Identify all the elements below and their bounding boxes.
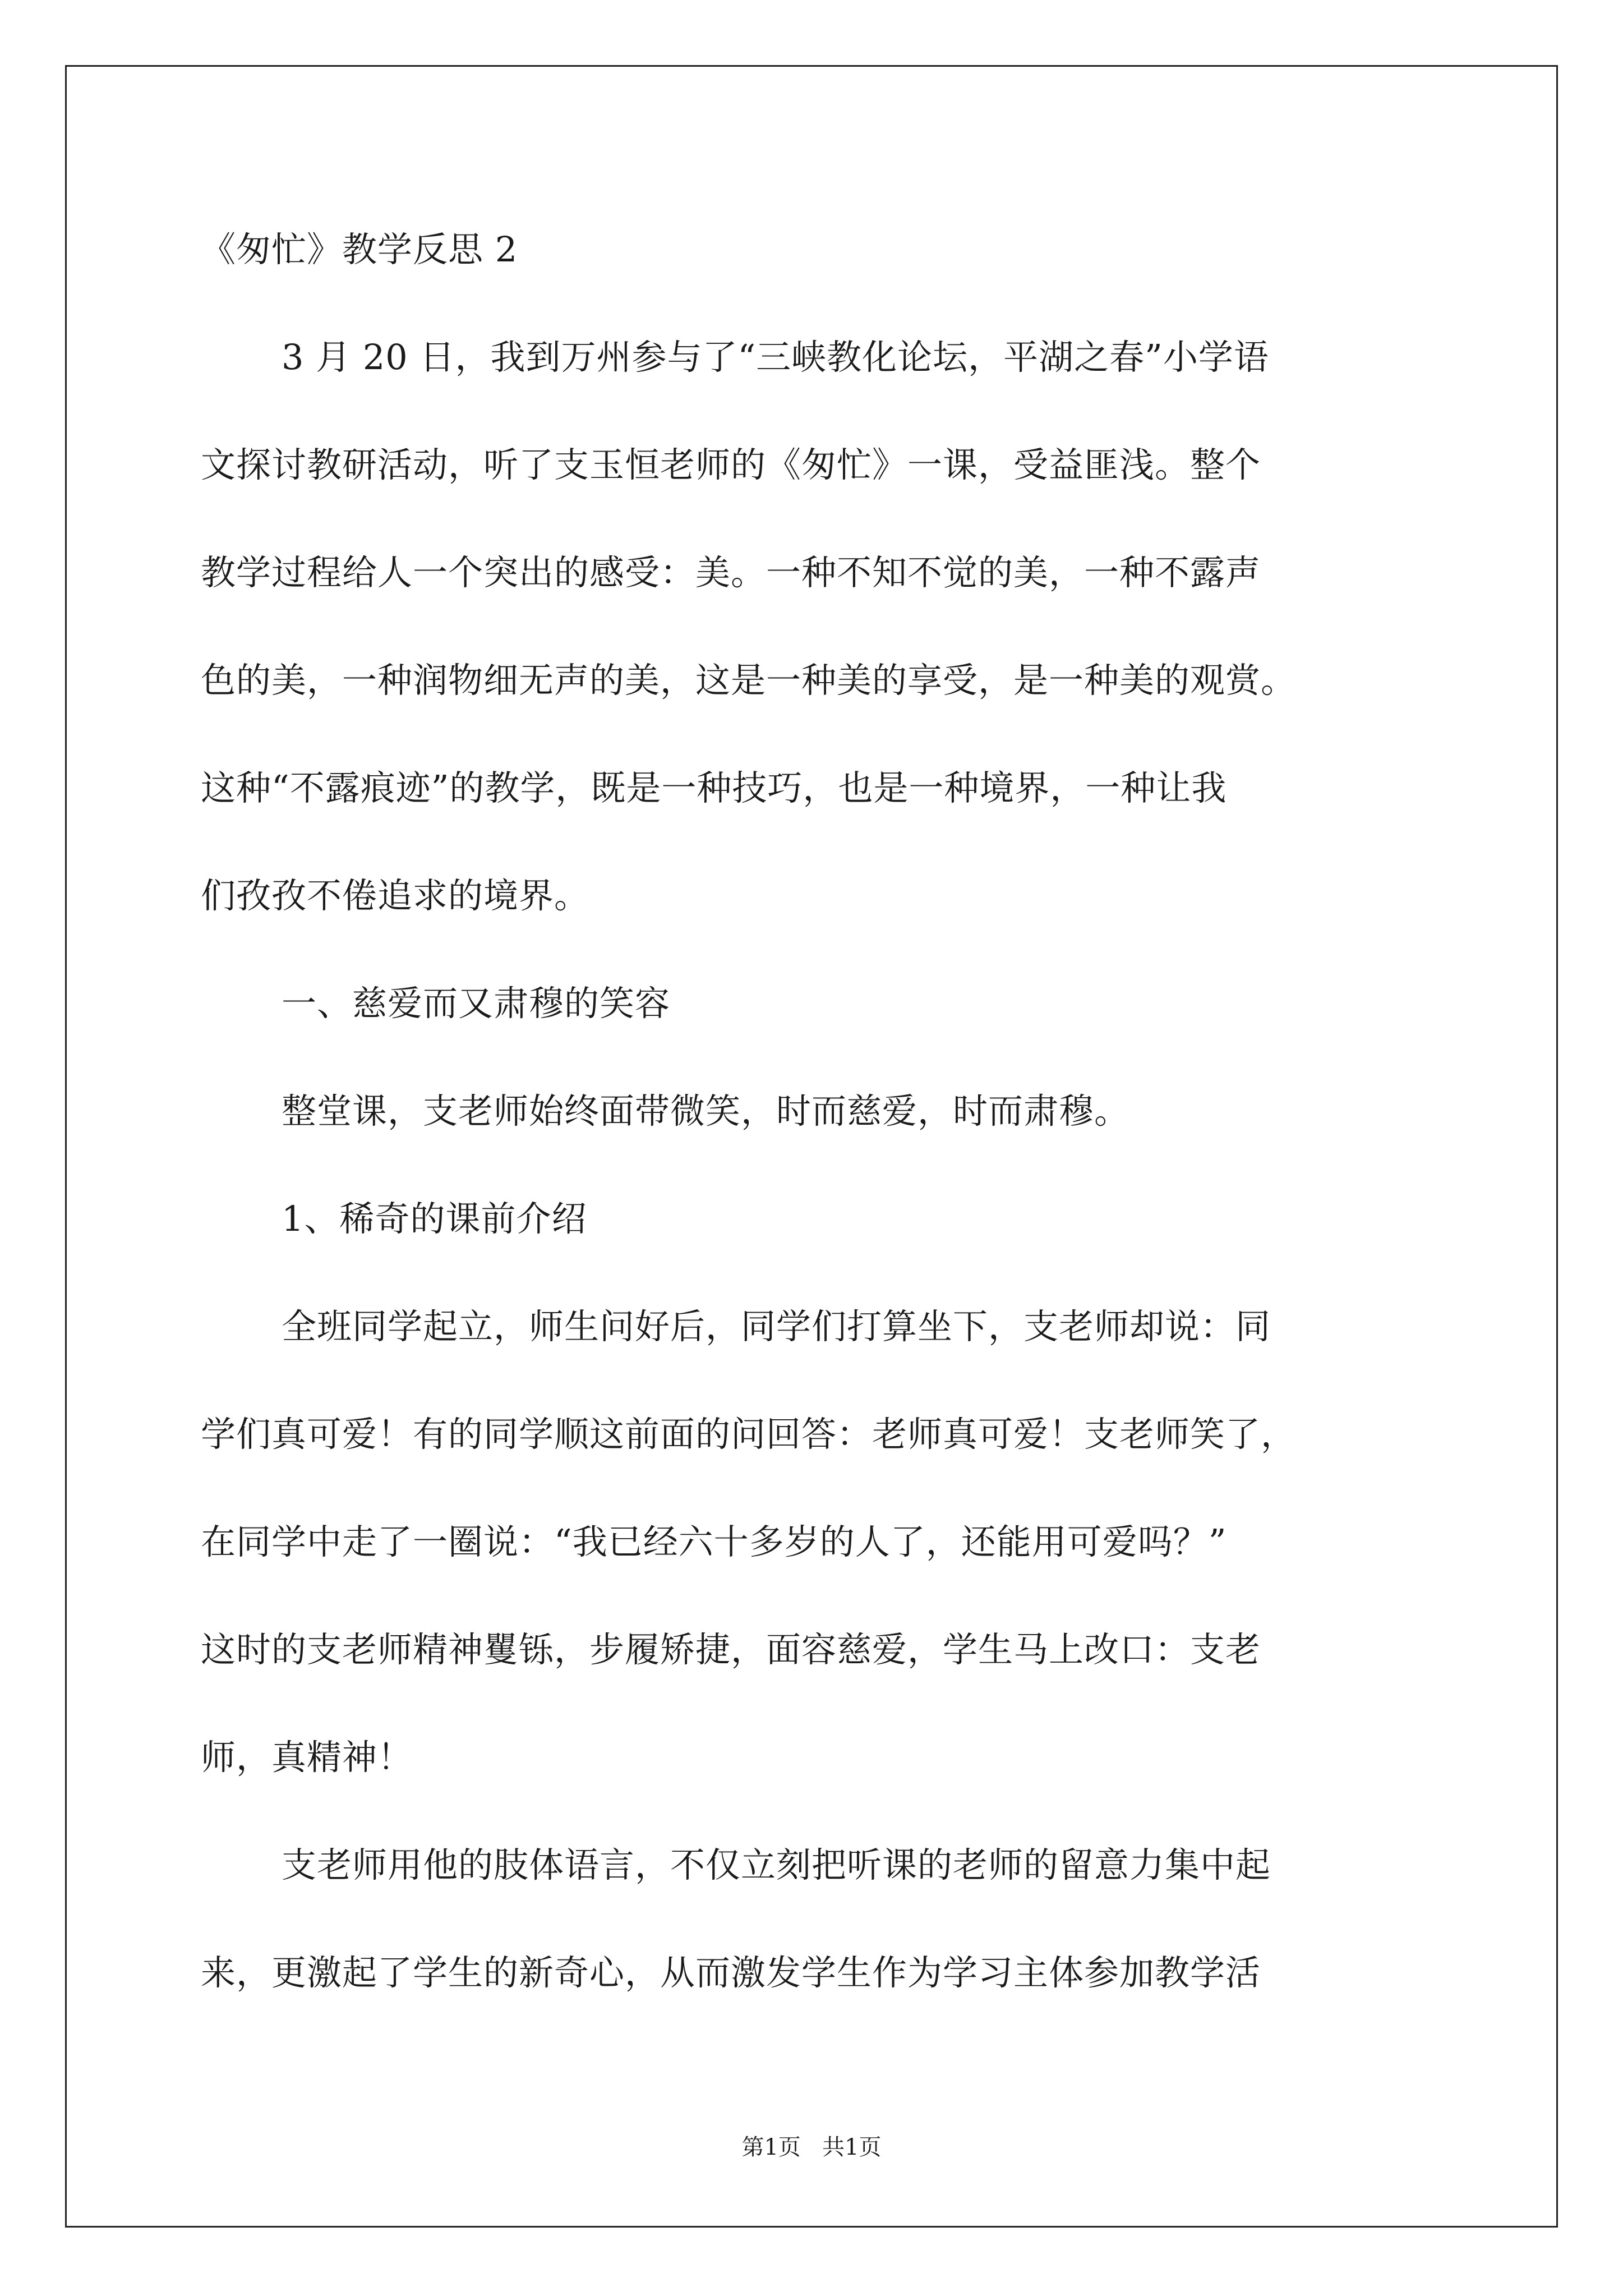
paragraph-line: 来，更激起了学生的新奇心，从而激发学生作为学习主体参加教学活 bbox=[201, 1952, 1261, 1993]
paragraph-line: 全班同学起立，师生问好后，同学们打算坐下，支老师却说：同 bbox=[282, 1306, 1271, 1347]
paragraph-line: 整堂课，支老师始终面带微笑，时而慈爱，时而肃穆。 bbox=[282, 1091, 1130, 1131]
page-footer: 第1页 共1页 bbox=[741, 2134, 882, 2160]
section-heading: 一、慈爱而又肃穆的笑容 bbox=[282, 983, 671, 1024]
paragraph-line: 师，真精神！ bbox=[201, 1737, 413, 1778]
paragraph-line: 教学过程给人一个突出的感受：美。一种不知不觉的美，一种不露声 bbox=[201, 552, 1261, 593]
paragraph-line: 学们真可爱！有的同学顺这前面的问回答：老师真可爱！支老师笑了， bbox=[201, 1414, 1297, 1455]
paragraph-line: 3 月 20 日，我到万州参与了“三峡教化论坛，平湖之春”小学语 bbox=[282, 337, 1269, 378]
paragraph-line: 这种“不露痕迹”的教学，既是一种技巧，也是一种境界，一种让我 bbox=[201, 767, 1227, 808]
paragraph-line: 色的美，一种润物细无声的美，这是一种美的享受，是一种美的观赏。 bbox=[201, 660, 1297, 701]
subsection-heading: 1、稀奇的课前介绍 bbox=[282, 1198, 587, 1239]
paragraph-line: 们孜孜不倦追求的境界。 bbox=[201, 875, 590, 916]
page-border bbox=[65, 65, 1558, 2228]
paragraph-line: 文探讨教研活动，听了支玉恒老师的《匆忙》一课，受益匪浅。整个 bbox=[201, 444, 1261, 485]
paragraph-line: 支老师用他的肢体语言，不仅立刻把听课的老师的留意力集中起 bbox=[282, 1844, 1271, 1885]
paragraph-line: 这时的支老师精神矍铄，步履矫捷，面容慈爱，学生马上改口：支老 bbox=[201, 1629, 1261, 1670]
paragraph-line: 在同学中走了一圈说：“我已经六十多岁的人了，还能用可爱吗？” bbox=[201, 1521, 1227, 1562]
document-title: 《匆忙》教学反思 2 bbox=[201, 229, 518, 270]
